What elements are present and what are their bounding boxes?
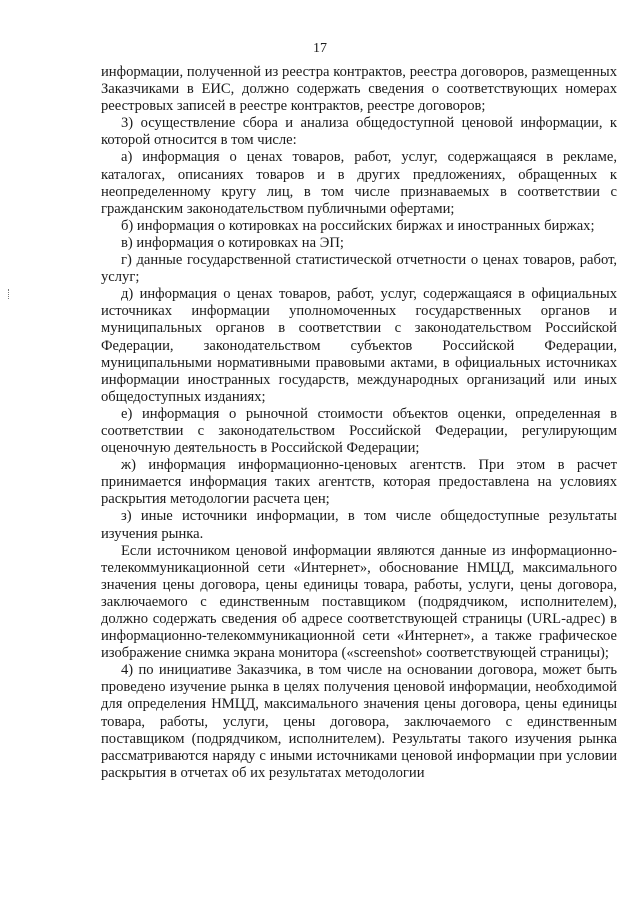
paragraph-subitem-d: д) информация о ценах товаров, работ, услуг, содержащаяся в официальных источниках информации уполномоченных государственных органов и муниципальных органов в соответствии с законодательством Российской Федерации, законодательством субъектов Российской Федерации, муниципальными нормативными правовыми актами, в официальных источниках информации иностранных государств, международных организаций или иных общедоступных изданиях; [101, 286, 617, 405]
paragraph-item-4: 4) по инициативе Заказчика, в том числе на основании договора, может быть проведено изучение рынка в целях получения ценовой информации, необходимой для определения НМЦД, максимального значения цены договора, цены единицы товара, работы, услуги, цены договора, заключаемого с единственным поставщиком (подрядчиком, исполнителем). Результаты такого изучения рынка рассматриваются наряду с иными источниками ценовой информации при условии раскрытия в отчетах об их результатах методологии [101, 662, 617, 781]
document-body [101, 64, 617, 782]
paragraph-subitem-e: е) информация о рыночной стоимости объектов оценки, определенная в соответствии с законодательством Российской Федерации, регулирующим оценочную деятельность в Российской Федерации; [101, 405, 617, 457]
paragraph-subitem-b: б) информация о котировках на российских биржах и иностранных биржах; [121, 217, 595, 234]
paragraph-subitem-zh: ж) информация информационно-ценовых агентств. При этом в расчет принимается информация таких агентств, которая предоставлена на условиях раскрытия методологии расчета цен; [101, 457, 617, 508]
paragraph-subitem-v: в) информация о котировках на ЭП; [121, 234, 344, 251]
page-number: 17 [313, 41, 327, 56]
paragraph-subitem-z: з) иные источники информации, в том числе общедоступные результаты изучения рынка. [101, 508, 617, 542]
paragraph-continuation: информации, полученной из реестра контрактов, реестра договоров, размещенных Заказчиками в ЕИС, должно содержать сведения о соответствующих номерах реестровых записей в реестре контрактов, реестре договоров; [101, 64, 617, 115]
paragraph-item-3: 3) осуществление сбора и анализа общедоступной ценовой информации, к которой относится в том числе: [101, 115, 617, 149]
paragraph-internet-source: Если источником ценовой информации являются данные из информационно-телекоммуникационной сети «Интернет», обоснование НМЦД, максимального значения цены договора, цены единицы товара, работы, услуги, цены договора, заключаемого с единственным поставщиком (подрядчиком, исполнителем), должно содержать сведения об адресе соответствующей страницы (URL-адрес) в информационно-телекоммуникационной сети «Интернет», а также графическое изображение снимка экрана монитора («screenshot» соответствующей страницы); [101, 542, 617, 662]
paragraph-subitem-a: а) информация о ценах товаров, работ, услуг, содержащаяся в рекламе, каталогах, описаниях товаров и в других предложениях, обращенных к неопределенному кругу лиц, в том числе признаваемых в соответствии с гражданским законодательством публичными офертами; [101, 149, 617, 217]
paragraph-subitem-g: г) данные государственной статистической отчетности о ценах товаров, работ, услуг; [101, 252, 617, 286]
margin-mark [8, 289, 10, 299]
